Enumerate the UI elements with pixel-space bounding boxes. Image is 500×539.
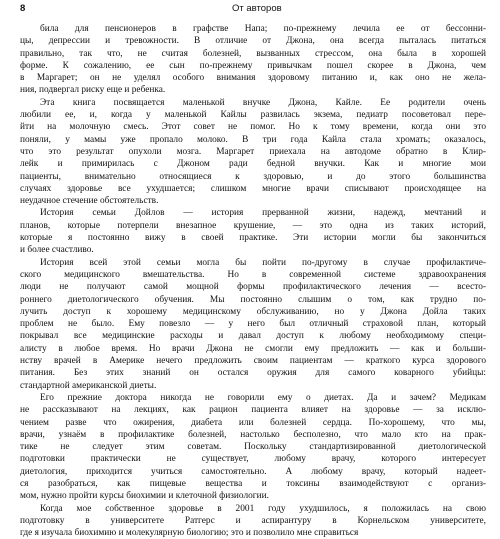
text-line: подготовки практически не существует, любому врачу, которого интересует	[20, 454, 486, 465]
text-line: которые я постоянно вижу в своей практике. Эти истории могли бы закончиться	[20, 233, 486, 244]
text-line: питания. Без этих знаний он остался оружия для самого коварного убийцы:	[20, 368, 486, 379]
text-line: форме. К сожалению, ее сын по-прежнему привычкам пошел скорее в Джона, чем	[20, 60, 486, 71]
body-text	[20, 23, 486, 539]
text-line: случаях здоровье все ухудшается; слишком многие врачи списывают происходящее на	[20, 183, 486, 194]
text-line: нству врачей в Америке нечего предложить своим пациентам — краткого курса здорового	[20, 356, 486, 367]
text-line: правильно, так что, не считая болезней, вызванных стрессом, она была в хорошей	[20, 48, 486, 59]
text-line: роннего диетологического обучения. Мы постоянно слышим о том, как трудно по-	[20, 294, 486, 305]
text-line: что это результат опухоли мозга. Маргарет приехала на автодоме обратно в Клир-	[20, 146, 486, 157]
text-line: История семьи Дойлов — история прерванной жизни, надежд, мечтаний и	[40, 208, 486, 219]
text-line: пациенты, внимательно относящиеся к здоровью, и до этого большинства	[20, 171, 486, 182]
text-line: любили ее, и, когда у маленькой Кайлы развилась экзема, педиатр посоветовал пере-	[20, 110, 486, 121]
page-number: 8	[20, 3, 26, 14]
text-line: стандартной американской диеты.	[20, 380, 157, 391]
page-header	[20, 3, 486, 17]
text-line: Его прежние доктора никогда не говорили ему о диетах. Да и зачем? Медикам	[40, 392, 486, 403]
paragraph	[20, 392, 486, 503]
text-line: лейк и примирилась с Джоном ради бедной внучки. Как и многие мои	[20, 159, 486, 170]
text-line: лучить доступ к хорошему медицинскому обслуживанию, но у Джона Дойла таких	[20, 306, 486, 317]
text-line: и более счастливо.	[20, 245, 94, 256]
paragraph	[20, 23, 486, 97]
text-line: цы, депрессии и тревожности. В отличие от Джона, она всегда пыталась питаться	[20, 36, 486, 47]
paragraph	[20, 503, 486, 539]
text-line: неудачное стечение обстоятельств.	[20, 196, 159, 207]
paragraph	[20, 97, 486, 208]
text-line: била для пенсионеров в графстве Напа; по-прежнему лечила ее от бессонни-	[40, 24, 486, 34]
text-line: ния, подвергал риску еще и ребенка.	[20, 85, 166, 96]
text-line: врачи, узнаём в профилактике болезней, настолько бесполезно, что мало кто на прак-	[20, 429, 486, 440]
text-line: подготовку в университете Ратгерс и аспирантуру в Корнельском университете,	[20, 515, 486, 526]
text-line: Когда мое собственное здоровье в 2001 году ухудшилось, я положилась на свою	[40, 503, 486, 514]
text-line: не рассказывают на лекциях, как рацион пациента влияет на здоровье — за исклю-	[20, 405, 486, 416]
text-line: чением разве что ожирения, диабета или болезней сердца. По-хорошему, что мы,	[20, 417, 486, 428]
text-line: поняли, у мамы уже пропало молоко. В три года Кайла стала хромать; оказалось,	[20, 134, 486, 145]
text-line: ского медицинского вмешательства. Но в современной системе здравоохранения	[20, 269, 486, 280]
running-head: От авторов	[232, 3, 282, 14]
text-line: диетология, приходится учиться самостоятельно. А любому врачу, который надеет-	[20, 466, 486, 477]
text-line: алисту в любое время. Но врачи Джона не смогли ему предложить — как и больши-	[20, 343, 486, 354]
text-line: Эта книга посвящается маленькой внучке Джона, Кайле. Ее родители очень	[40, 97, 486, 108]
text-line: йти на молочную смесь. Этот совет не помог. Но к тому времени, когда они это	[20, 122, 486, 133]
text-line: тике не следует этим советам. Поскольку стандартизированной диетологической	[20, 442, 486, 453]
paragraph	[20, 257, 486, 392]
text-line: люди не получают самой мощной формы профилактического лечения — всесто-	[20, 282, 486, 293]
text-line: мом, нужно пройти курсы биохимии и клеточной физиологии.	[20, 491, 269, 502]
text-line: где я изучала биохимию и молекулярную биологию; это и позволило мне справиться	[20, 528, 359, 539]
text-line: ся разобраться, как пищевые вещества и токсины взаимодействуют с организ-	[20, 478, 486, 489]
paragraph	[20, 207, 486, 256]
text-line: История всей этой семьи могла бы пойти по-другому в случае профилактиче-	[40, 257, 486, 268]
text-line: планов, которые потерпели внезапное крушение, — это одна из таких историй,	[20, 220, 486, 231]
text-line: в Маргарет; он не уделял особого внимания здоровому питанию и, как оно не жела-	[20, 73, 486, 84]
text-line: проблем не было. Ему повезло — у него был отличный страховой план, который	[20, 319, 486, 330]
text-line: покрывал все медицинские расходы и давал доступ к любому необходимому специ-	[20, 331, 486, 342]
